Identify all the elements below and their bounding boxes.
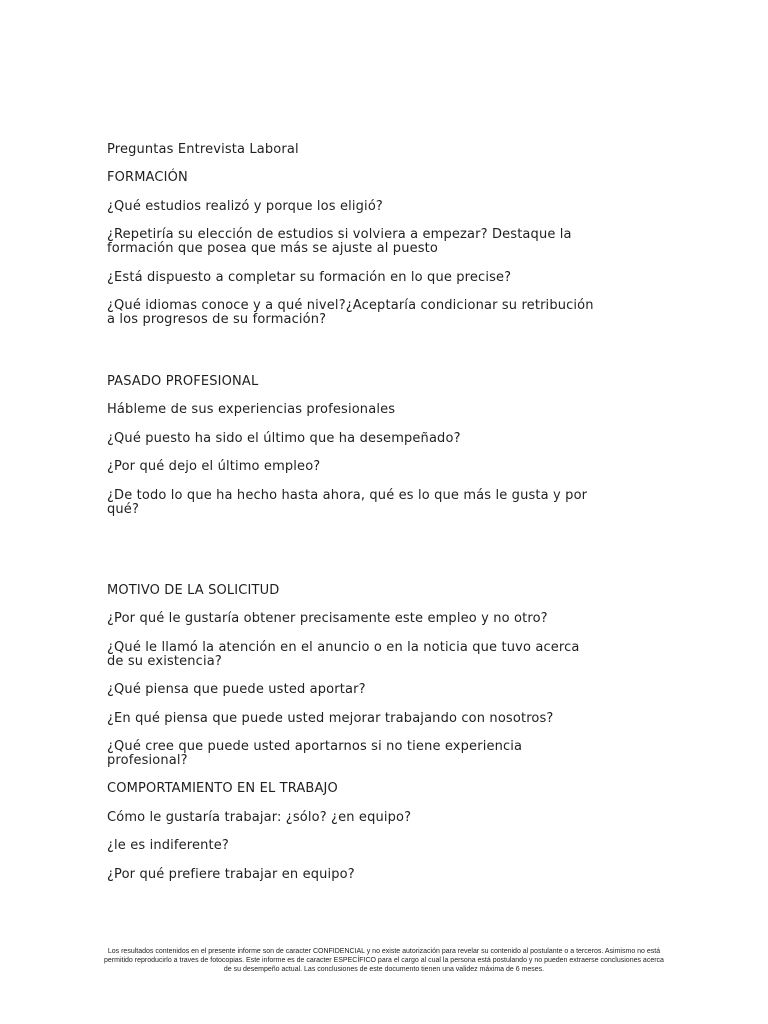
document-title: Preguntas Entrevista Laboral: [107, 142, 299, 157]
question: ¿En qué piensa que puede usted mejorar trabajando con nosotros?: [107, 711, 554, 726]
question: ¿Qué cree que puede usted aportarnos si no tiene experiencia profesional?: [107, 739, 523, 768]
question: ¿Qué le llamó la atención en el anuncio o en la noticia que tuvo acerca de su existencia?: [107, 640, 580, 669]
question: ¿De todo lo que ha hecho hasta ahora, qué es lo que más le gusta y por qué?: [107, 488, 588, 517]
question: ¿le es indiferente?: [107, 838, 229, 853]
question: ¿Repetiría su elección de estudios si volviera a empezar? Destaque la formación que posea que más se ajuste al puesto: [107, 227, 572, 256]
question: ¿Por qué prefiere trabajar en equipo?: [107, 867, 355, 882]
question: ¿Está dispuesto a completar su formación en lo que precise?: [107, 270, 512, 285]
section-heading-pasado-profesional: PASADO PROFESIONAL: [107, 374, 259, 389]
confidentiality-footer: Los resultados contenidos en el presente informe son de caracter CONFIDENCIAL y no existe autorización para revelar su contenido al postulante o a terceros. Asimismo no está permitido reproducirlo a traves de fotocopias. Este informe es de caracter ESPECÍFICO para el cargo al cual la persona está postulando y no pueden extraerse conclusiones acerca de su desempeño actual. Las conclusiones de este documento tienen una validez máxima de 6 meses.: [104, 948, 664, 973]
question: ¿Qué piensa que puede usted aportar?: [107, 682, 366, 697]
question: ¿Qué puesto ha sido el último que ha desempeñado?: [107, 431, 461, 446]
question: ¿Por qué le gustaría obtener precisamente este empleo y no otro?: [107, 611, 548, 626]
question: Cómo le gustaría trabajar: ¿sólo? ¿en equipo?: [107, 810, 412, 825]
section-heading-motivo-solicitud: MOTIVO DE LA SOLICITUD: [107, 583, 280, 598]
question: Hábleme de sus experiencias profesionales: [107, 402, 396, 417]
section-heading-comportamiento: COMPORTAMIENTO EN EL TRABAJO: [107, 781, 338, 796]
question: ¿Por qué dejo el último empleo?: [107, 459, 321, 474]
section-heading-formacion: FORMACIÓN: [107, 170, 188, 185]
question: ¿Qué idiomas conoce y a qué nivel?¿Aceptaría condicionar su retribución a los progresos de su formación?: [107, 298, 594, 327]
question: ¿Qué estudios realizó y porque los eligió?: [107, 199, 383, 214]
